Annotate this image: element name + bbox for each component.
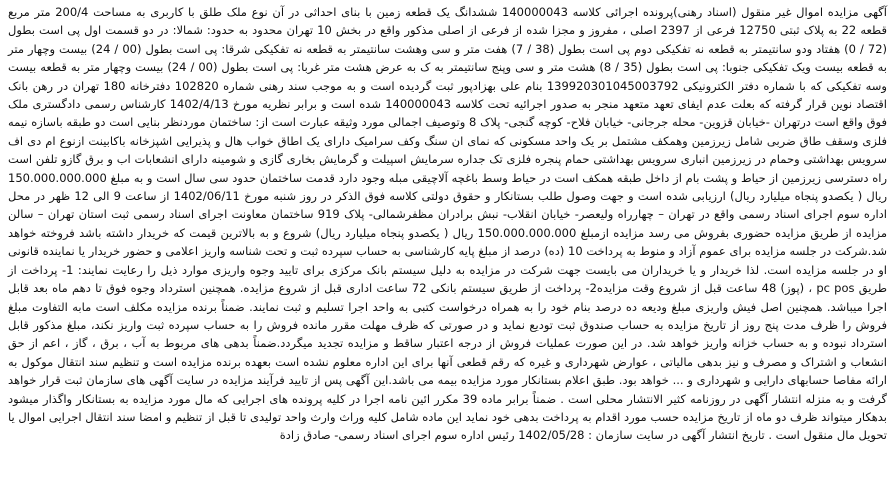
notice-text: آگهی مزایده اموال غیر منقول (اسناد رهنی)پرونده اجرائی کلاسه 140000043 ششدانگ یک قطعه زمین با بنای احداثی در آن نوع ملک طلق با کاربری به مساحت 200/4 متر مربع قطعه 22 به پلاک ثبتی 12750 فرعی از 2397 اصلی ، مفروز و مجزا شده از فرعی از اصلی مذکور واقع در بخش 10 تهران محدود به حدود: شمالا: در دو قسمت اول پی است بطول (72 / 0) هفتاد ودو سانتیمتر به قطعه نه تفکیکی دوم پی است بطول (38 / 7) هفت متر و سی وهشت سانتیمتر به قطعه نه تفکیکی شرقا: پی است بطول (00 / 24) بیست وچهار متر به قطعه بیست ویک تفکیکی جنوبا: پی است بطول (35 / 8) هشت متر و سی وپنج سانتیمتر به ک به عرض هشت متر غربا: پی است بطول (00 / 24) بیست وچهار متر به قطعه بیست وسه تفکیکی که با شماره دفتر الکترونیکی 139920301045003792 بنام علی بهزادپور ثبت گردیده است و به موجب سند رهنی شماره 102820 دفترخانه 180 تهران در رهن بانک اقتصاد نوین قرار گرفته که بعلت عدم ایفای تعهد متعهد منجر به صدور اجرائیه تحت کلاسه 140000043 شده است و برابر نظریه مورخ 1402/4/13 کارشناس رسمی دادگستری ملک فوق واقع است درتهران -خیابان قزوین- محله جرجانی- خیابان فلاح- کوچه گنجی- پلاک 8 وتوصیف اجمالی مورد وثیقه عبارت است از: ساختمان موردنظر بنایی است دو طبقه باسازه نیمه فلزی وسقف طاق ضربی شامل زیرزمین وهمکف مشتمل بر یک واحد مسکونی که نمای ان سنگ وکف سرامیک دارای یک اطاق خواب هال و پذیرایی اشپزخانه باکابینت ازنوع ام دی اف سرویس بهداشتی وحمام در زیرزمین انباری سرویس بهداشتی حمام پنجره فلزی تک جداره سرمایش اسپیلت و گرمایش بخاری گازی و شومینه دارای انشعابات اب و برق گازو تلفن است راه دسترسی زیرزمین از حیاط و پشت بام از داخل طبقه همکف است در حیاط وسط باغچه آلاچیقی مبله وجود دارد قدمت ساختمان حدود سی سال است و به مبلغ 150.000.000.000 ریال ( یکصدو پنجاه میلیارد ریال) ارزیابی شده است و جهت وصول طلب بستانکار و حقوق دولتی کلاسه فوق الذکر در روز شنبه مورخ 1402/06/11 از ساعت 9 الی 12 ظهر در محل اداره سوم اجرای اسناد رسمی واقع در تهران – چهارراه ولیعصر- خیابان انقلاب- نبش برادران مظفرشمالی- پلاک 919 ساختمان معاونت اجرای اسناد رسمی ثبت استان تهران – سالن مزایده از طریق مزایده حضوری بفروش می رسد مزایده ازمبلغ 150.000.000.000 ریال ( یکصدو پنجاه میلیارد ریال) شروع و به بالاترین قیمت که خریدار داشته باشد فروخته خواهد شد.شرکت در جلسه مزایده برای عموم آزاد و منوط به پرداخت 10 (ده) درصد از مبلغ پایه کارشناسی به حساب سپرده ثبت و تحت شناسه واریز اعلامی و حضور خریدار یا نماینده قانونی او در جلسه مزایده است. لذا خریدار و یا خریداران می بایست جهت شرکت در مزایده به دلیل سیستم بانک مرکزی برای تایید وجوه واریزی موارد ذیل را رعایت نمایند: 1- پرداخت از طریق pc pos ، (پوز) 48 ساعت قبل از شروع وقت مزایده2- پرداخت از طریق سیستم بانکی 72 ساعت اداری قبل از شروع مزایده. همچنین استرداد وجوه فوق تا دهم ماه بعد قابل اجرا میباشد. همچنین اصل فیش واریزی مبلغ ودیعه ده درصد بنام خود را به همراه درخواست کتبی به واحد اجرا تسلیم و ثبت نمایند. ضمناً برنده مزایده مکلف است مابه التفاوت مبلغ فروش را ظرف مدت پنج روز از تاریخ مزایده به حساب صندوق ثبت تودیع نماید و در صورتی که ظرف مهلت مقرر مانده فروش را به حساب سپرده ثبت واریز نکند، مبلغ مذکور قابل استرداد نبوده و به حساب خزانه واریز خواهد شد. در این صورت عملیات فروش از درجه اعتبار ساقط و مزایده تجدید میگردد.ضمناً بدهی های مربوط به آب ، برق ، گاز ، اعم از حق انشعاب و اشتراک و مصرف و نیز بدهی مالیاتی ، عوارض شهرداری و غیره که رقم قطعی آنها برای این اداره معلوم نشده است بعهده برنده مزایده است و تنظیم سند انتقال موکول به ارائه مفاصا حسابهای دارایی و شهرداری و ... خواهد بود. طبق اعلام بستانکار مورد مزایده بیمه می باشد.این آگهی پس از تایید فرآیند مزایده در سایت آگهی های سازمان ثبت قرار خواهد گرفت و به منزله انتشار آگهی در روزنامه کثیر الانتشار محلی است . ضمناً برابر ماده 39 مکرر ائین نامه اجرا در کلیه پرونده های اجرایی که مال مورد مزایده به بستانکار واگذار میشود بدهکار میتواند ظرف دو ماه از تاریخ مزایده حسب مورد اقدام به پرداخت بدهی خود نماید این ماده شامل کلیه وراث وارث واحد تولیدی تا قبل از تنظیم و امضا سند انتقال اجرایی اموال یا تحویل مال منقول است . تاریخ انتشار آگهی در سایت سازمان : 1402/05/28 رئیس اداره سوم اجرای اسناد رسمی- صادق زادة — [8, 5, 888, 443]
